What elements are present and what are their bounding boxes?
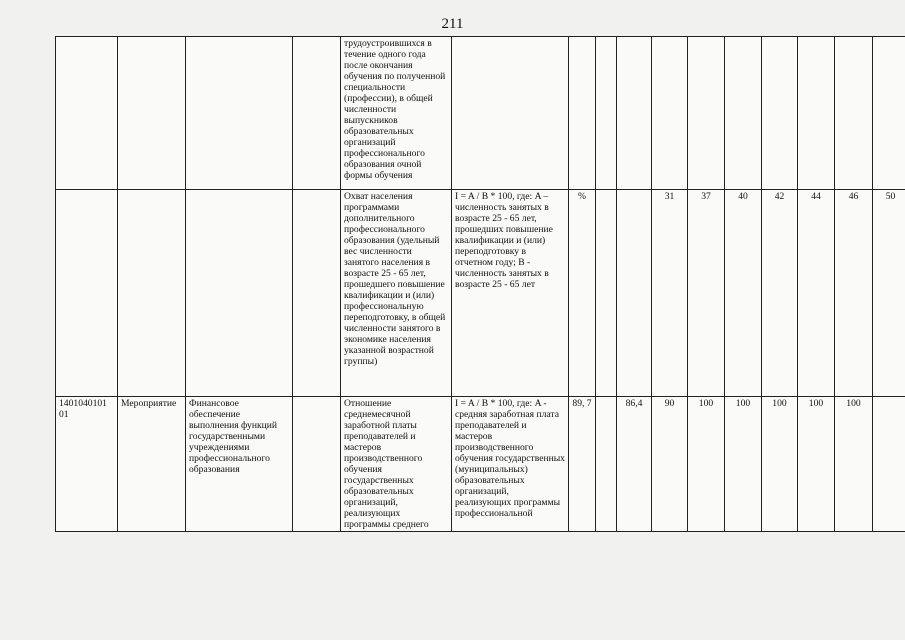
value-cell: 100 <box>688 397 725 532</box>
value-cell: 86,4 <box>617 397 652 532</box>
value-cell <box>617 37 652 190</box>
value-cell <box>798 37 835 190</box>
type-cell <box>118 190 186 397</box>
value-cell: 42 <box>762 190 798 397</box>
value-cell: 44 <box>798 190 835 397</box>
value-cell: 100 <box>835 397 873 532</box>
name-cell <box>186 190 293 397</box>
base-cell <box>596 190 617 397</box>
executor-cell <box>293 190 341 397</box>
name-cell <box>186 37 293 190</box>
value-cell: 100 <box>762 397 798 532</box>
value-cell: 40 <box>725 190 762 397</box>
value-cell <box>762 37 798 190</box>
code-cell <box>56 190 118 397</box>
base-cell <box>596 37 617 190</box>
value-cell: 50 <box>873 190 905 397</box>
formula-cell: I = A / B * 100, где: A - средняя заработная плата преподавателей и мастеров производственного обучения государственных (муниципальных) образовательных организаций, реализующих программы профессиональной <box>452 397 569 532</box>
formula-cell: I = A / B * 100, где: A – численность занятых в возрасте 25 - 65 лет, прошедших повышение квалификации и (или) переподготовку в отчетном году; B - численность занятых в возрасте 25 - 65 лет <box>452 190 569 397</box>
unit-cell: 89, 7 <box>569 397 596 532</box>
value-cell: 46 <box>835 190 873 397</box>
value-cell: 37 <box>688 190 725 397</box>
type-cell <box>118 37 186 190</box>
value-cell <box>835 37 873 190</box>
table-row <box>56 397 905 532</box>
type-cell: Мероприятие <box>118 397 186 532</box>
indicator-table <box>55 36 905 532</box>
executor-cell <box>293 37 341 190</box>
value-cell: 90 <box>652 397 688 532</box>
executor-cell <box>293 397 341 532</box>
value-cell <box>873 397 905 532</box>
unit-cell <box>569 37 596 190</box>
code-cell: 1401040101 01 <box>56 397 118 532</box>
unit-cell: % <box>569 190 596 397</box>
indicator-cell: Отношение среднемесячной заработной платы преподавателей и мастеров производственного обучения государственных образовательных организаций, реализующих программы среднего <box>341 397 452 532</box>
table-row <box>56 37 905 190</box>
code-cell <box>56 37 118 190</box>
value-cell <box>688 37 725 190</box>
value-cell <box>652 37 688 190</box>
value-cell <box>873 37 905 190</box>
indicator-cell: трудоустроившихся в течение одного года после окончания обучения по полученной специальности (профессии), в общей численности выпускников образовательных организаций профессионального образования очной формы обучения <box>341 37 452 190</box>
formula-cell <box>452 37 569 190</box>
value-cell <box>617 190 652 397</box>
value-cell: 31 <box>652 190 688 397</box>
base-cell <box>596 397 617 532</box>
value-cell: 100 <box>725 397 762 532</box>
value-cell: 100 <box>798 397 835 532</box>
table-row <box>56 190 905 397</box>
page-number: 211 <box>441 16 464 32</box>
indicator-cell: Охват населения программами дополнительного профессионального образования (удельный вес численности занятого населения в возрасте 25 - 65 лет, прошедшего повышение квалификации и (или) профессиональную переподготовку, в общей численности занятого в экономике населения указанной возрастной группы) <box>341 190 452 397</box>
value-cell <box>725 37 762 190</box>
name-cell: Финансовое обеспечение выполнения функций государственными учреждениями профессионального образования <box>186 397 293 532</box>
